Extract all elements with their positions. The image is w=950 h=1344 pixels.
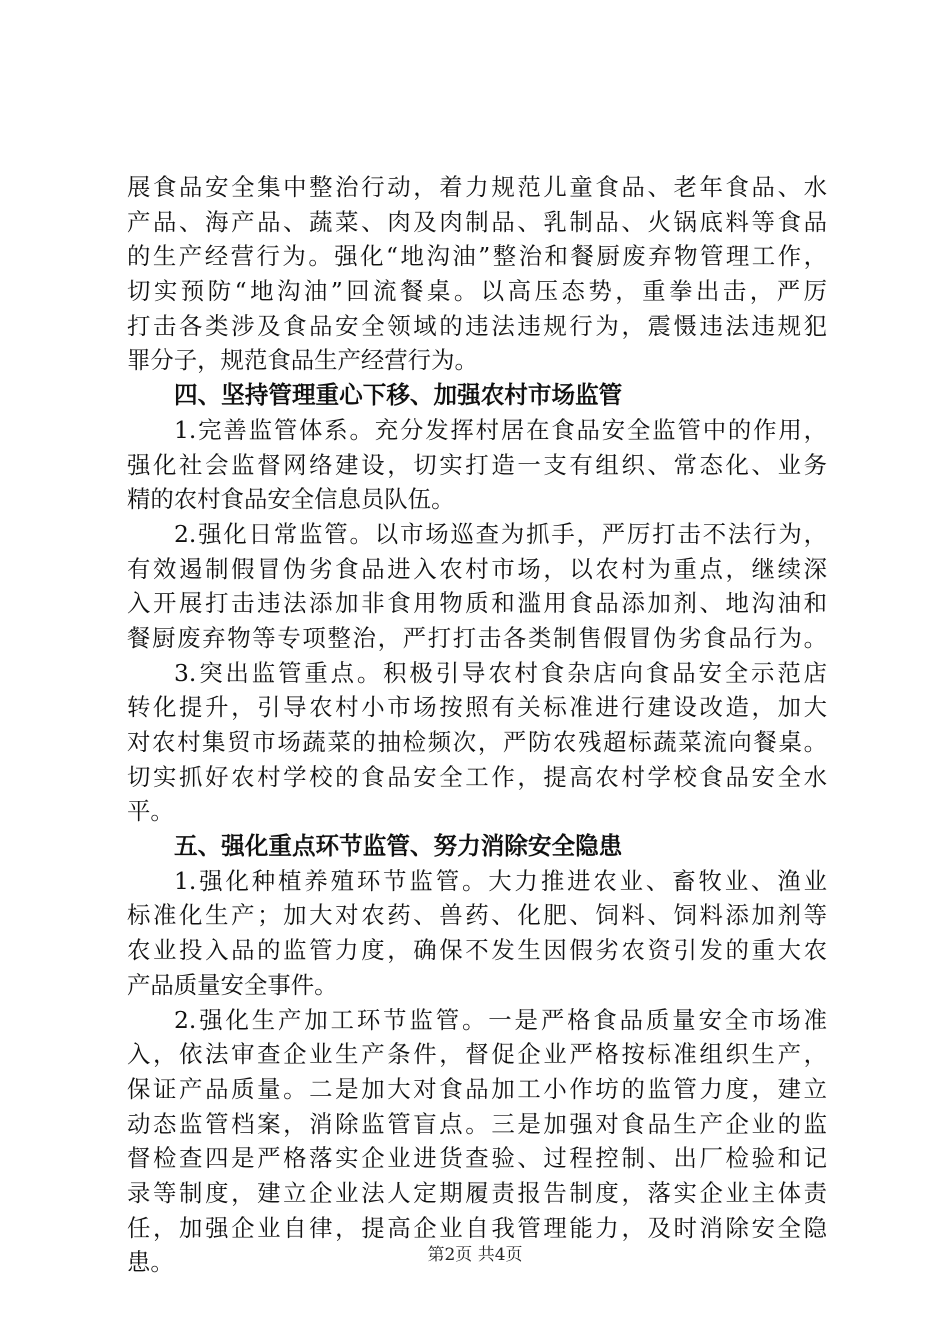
text-line: 切实抓好农村学校的食品安全工作，提高农村学校食品安全水 [127,762,827,791]
text-line: 罪分子，规范食品生产经营行为。 [127,346,478,375]
text-line: 对农村集贸市场蔬菜的抽检频次，严防农残超标蔬菜流向餐桌。 [127,728,827,756]
text-line: 3.突出监管重点。积极引导农村食杂店向食品安全示范店 [174,658,827,687]
text-line: 标准化生产；加大对农药、兽药、化肥、饲料、饲料添加剂等 [127,901,827,930]
document-body [127,170,827,1280]
section-heading: 四、坚持管理重心下移、加强农村市场监管 [174,381,623,410]
text-line: 1.强化种植养殖环节监管。大力推进农业、畜牧业、渔业 [174,866,827,895]
text-line: 打击各类涉及食品安全领域的违法违规行为，震慑违法违规犯 [127,311,827,340]
text-line: 展食品安全集中整治行动，着力规范儿童食品、老年食品、水 [127,173,827,201]
text-line: 保证产品质量。二是加大对食品加工小作坊的监管力度，建立 [127,1074,827,1103]
text-line: 产品、海产品、蔬菜、肉及肉制品、乳制品、火锅底料等食品 [127,207,827,236]
text-line: 录等制度，建立企业法人定期履责报告制度，落实企业主体责 [127,1178,827,1207]
text-line: 的生产经营行为。强化“地沟油”整治和餐厨废弃物管理工作， [127,242,827,271]
text-line: 平。 [127,797,174,826]
text-line: 患。 [127,1248,174,1277]
text-line: 1.完善监管体系。充分发挥村居在食品安全监管中的作用， [174,415,827,444]
text-line: 动态监管档案，消除监管盲点。三是加强对食品生产企业的监 [127,1109,827,1138]
text-line: 2.强化日常监管。以市场巡查为抓手，严厉打击不法行为， [174,519,827,548]
text-line: 任，加强企业自律，提高企业自我管理能力，及时消除安全隐 [127,1213,827,1242]
text-line: 农业投入品的监管力度，确保不发生因假劣农资引发的重大农 [127,936,827,965]
page-footer: 第2页 共4页 [427,1245,523,1265]
text-line: 督检查四是严格落实企业进货查验、过程控制、出厂检验和记 [127,1144,827,1173]
text-line: 入，依法审查企业生产条件，督促企业严格按标准组织生产， [127,1040,827,1069]
text-line: 餐厨废弃物等专项整治，严打打击各类制售假冒伪劣食品行为。 [127,623,827,652]
text-line: 强化社会监督网络建设，切实打造一支有组织、常态化、业务 [127,450,827,479]
text-line: 2.强化生产加工环节监管。一是严格食品质量安全市场准 [174,1005,827,1034]
text-line: 精的农村食品安全信息员队伍。 [127,485,455,514]
text-line: 产品质量安全事件。 [127,970,338,999]
text-line: 转化提升，引导农村小市场按照有关标准进行建设改造，加大 [127,693,827,722]
text-line: 入开展打击违法添加非食用物质和滥用食品添加剂、地沟油和 [127,589,827,618]
section-heading: 五、强化重点环节监管、努力消除安全隐患 [174,832,623,861]
text-line: 有效遏制假冒伪劣食品进入农村市场，以农村为重点，继续深 [127,554,827,583]
text-line: 切实预防“地沟油”回流餐桌。以高压态势，重拳出击，严厉 [127,277,827,306]
